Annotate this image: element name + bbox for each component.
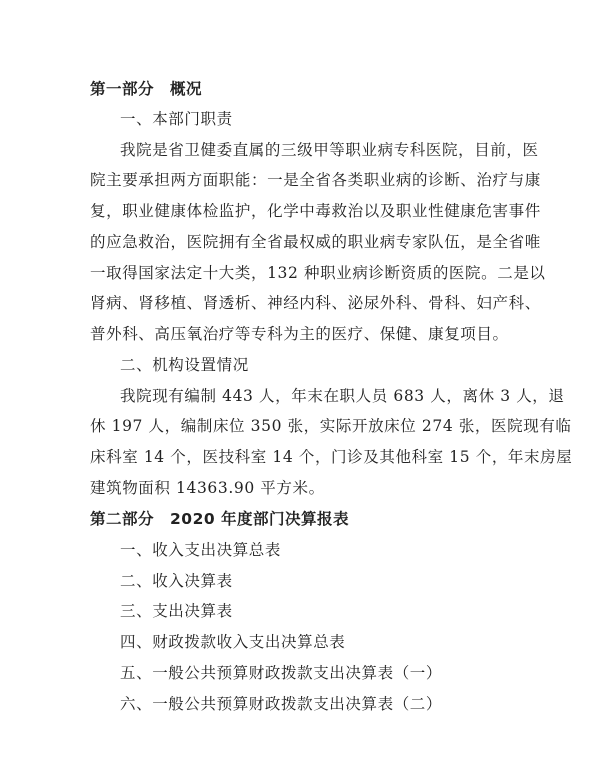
- section1-line-6: 肾病、肾移植、肾透析、神经内科、泌尿外科、骨科、妇产科、: [90, 294, 541, 312]
- section2-line-4: 建筑物面积 14363.90 平方米。: [90, 479, 325, 497]
- report-item-1: 一、收入支出决算总表: [120, 541, 282, 559]
- report-item-2: 二、收入决算表: [120, 572, 233, 590]
- section1-line-3: 复，职业健康体检监护，化学中毒救治以及职业性健康危害事件: [90, 202, 541, 220]
- section1-title: 一、本部门职责: [120, 110, 233, 128]
- report-item-5: 五、一般公共预算财政拨款支出决算表（一）: [120, 664, 443, 682]
- part2-heading: 第二部分 2020 年度部门决算报表: [90, 510, 350, 528]
- section1-line-4: 的应急救治，医院拥有全省最权威的职业病专家队伍，是全省唯: [90, 233, 541, 251]
- section1-line-5: 一取得国家法定十大类，132 种职业病诊断资质的医院。二是以: [90, 264, 546, 282]
- section2-line-1: 我院现有编制 443 人，年末在职人员 683 人，离休 3 人，退: [120, 387, 565, 405]
- section1-line-1: 我院是省卫健委直属的三级甲等职业病专科医院，目前，医: [120, 141, 539, 159]
- section1-line-7: 普外科、高压氧治疗等专科为主的医疗、保健、康复项目。: [90, 325, 509, 343]
- part1-heading: 第一部分 概况: [90, 80, 203, 98]
- section2-title: 二、机构设置情况: [120, 356, 249, 374]
- section1-line-2: 院主要承担两方面职能：一是全省各类职业病的诊断、治疗与康: [90, 171, 541, 189]
- section2-line-3: 床科室 14 个，医技科室 14 个，门诊及其他科室 15 个，年末房屋: [90, 448, 573, 466]
- report-item-3: 三、支出决算表: [120, 602, 233, 620]
- report-item-4: 四、财政拨款收入支出决算总表: [120, 633, 346, 651]
- section2-line-2: 休 197 人，编制床位 350 张，实际开放床位 274 张，医院现有临: [90, 417, 572, 435]
- report-item-6: 六、一般公共预算财政拨款支出决算表（二）: [120, 695, 443, 713]
